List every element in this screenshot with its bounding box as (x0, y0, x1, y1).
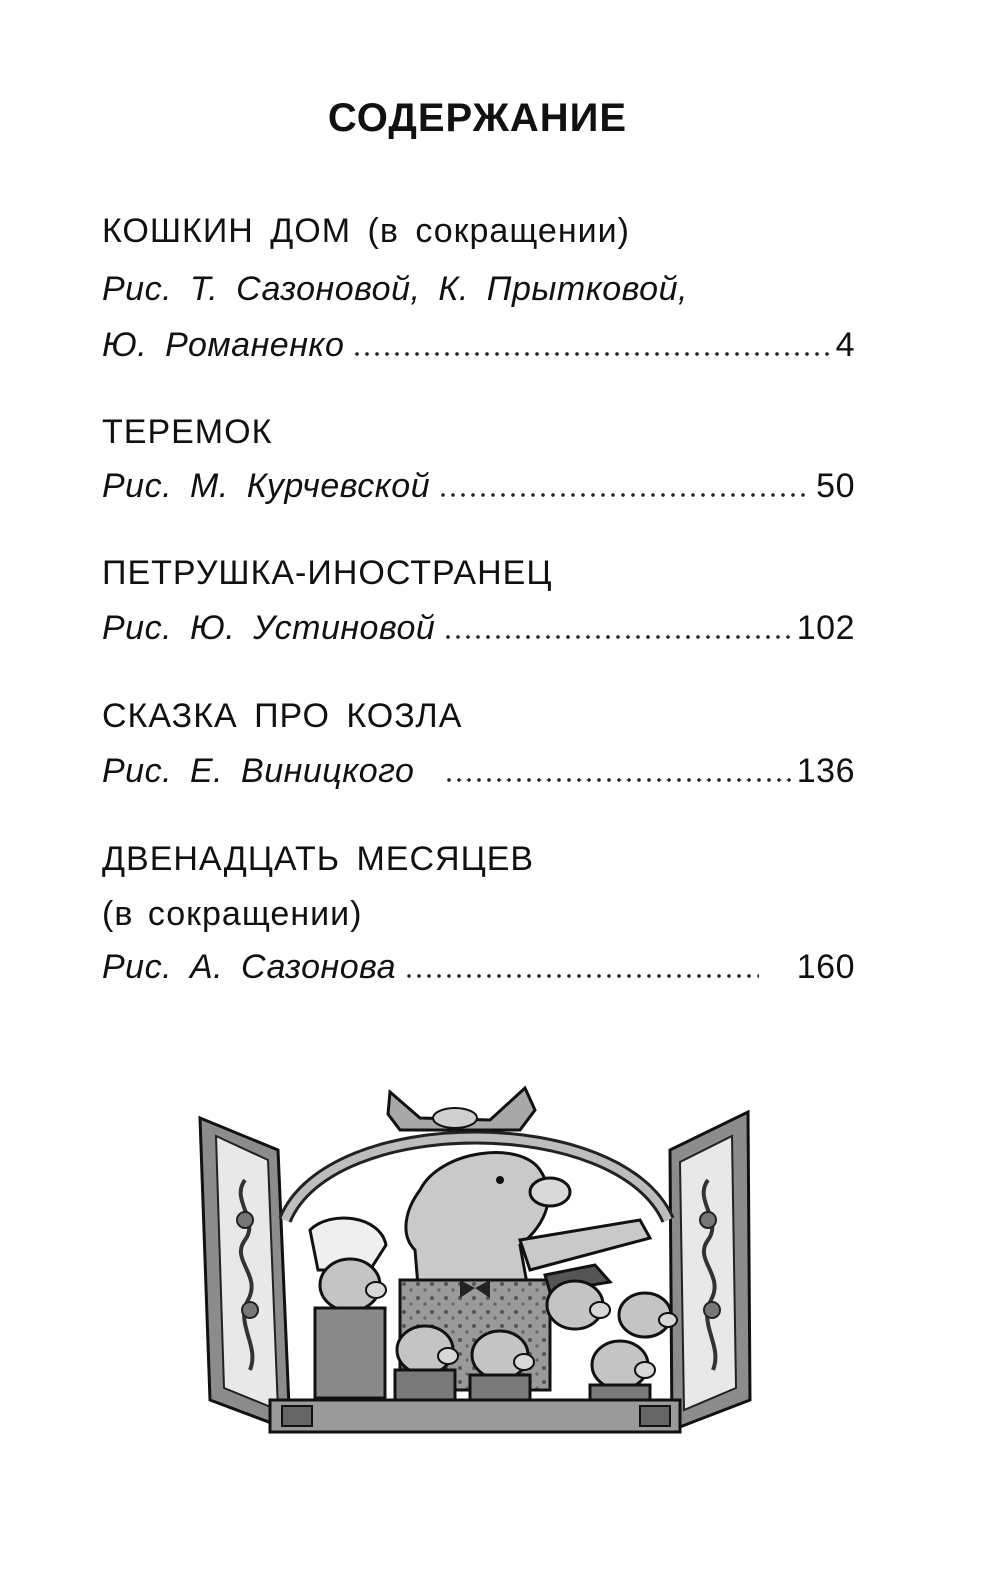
toc-entry-leader[interactable] (102, 467, 855, 506)
toc-entry-illustrator: Рис. М. Курчевской (102, 467, 431, 505)
toc-entry-leader[interactable] (102, 326, 855, 365)
toc-entry-leader[interactable] (102, 752, 855, 791)
leader-dots (438, 489, 810, 501)
toc-entry-illustrator: Рис. Ю. Устиновой (102, 609, 436, 647)
toc-entry-leader[interactable] (102, 609, 855, 648)
toc-page-number: 50 (816, 467, 855, 505)
pigs-window-illustration (190, 1070, 760, 1440)
toc-entry-leader[interactable] (102, 948, 855, 987)
toc-entry-title[interactable]: ПЕТРУШКА-ИНОСТРАНЕЦ (102, 554, 553, 592)
right-shutter (670, 1112, 750, 1430)
toc-entry-illustrator: Ю. Романенко (102, 326, 345, 364)
window-sill (270, 1400, 680, 1432)
leader-dots (444, 774, 790, 786)
toc-entry-subtitle: (в сокращении) (102, 895, 363, 933)
toc-entry-illustrator: Рис. Т. Сазоновой, К. Прытковой, (102, 270, 688, 308)
toc-entry-title[interactable]: КОШКИН ДОМ (в сокращении) (102, 212, 630, 250)
toc-entry-title[interactable]: ДВЕНАДЦАТЬ МЕСЯЦЕВ (102, 840, 535, 878)
toc-entry-illustrator: Рис. А. Сазонова (102, 948, 397, 986)
toc-entry-title[interactable]: СКАЗКА ПРО КОЗЛА (102, 697, 463, 735)
pig-ornament (388, 1088, 535, 1130)
toc-entry-illustrator: Рис. Е. Виницкого (102, 752, 415, 790)
toc-page-number: 4 (835, 326, 855, 364)
toc-entry-title[interactable]: ТЕРЕМОК (102, 413, 273, 451)
left-shutter (200, 1118, 290, 1430)
leader-dots (352, 348, 829, 360)
toc-page-number: 136 (796, 752, 855, 790)
toc-page-number: 102 (796, 609, 855, 647)
page-title: СОДЕРЖАНИЕ (327, 96, 628, 140)
leader-dots (443, 631, 790, 643)
leader-dots (404, 970, 759, 982)
toc-page-number: 160 (796, 948, 855, 986)
